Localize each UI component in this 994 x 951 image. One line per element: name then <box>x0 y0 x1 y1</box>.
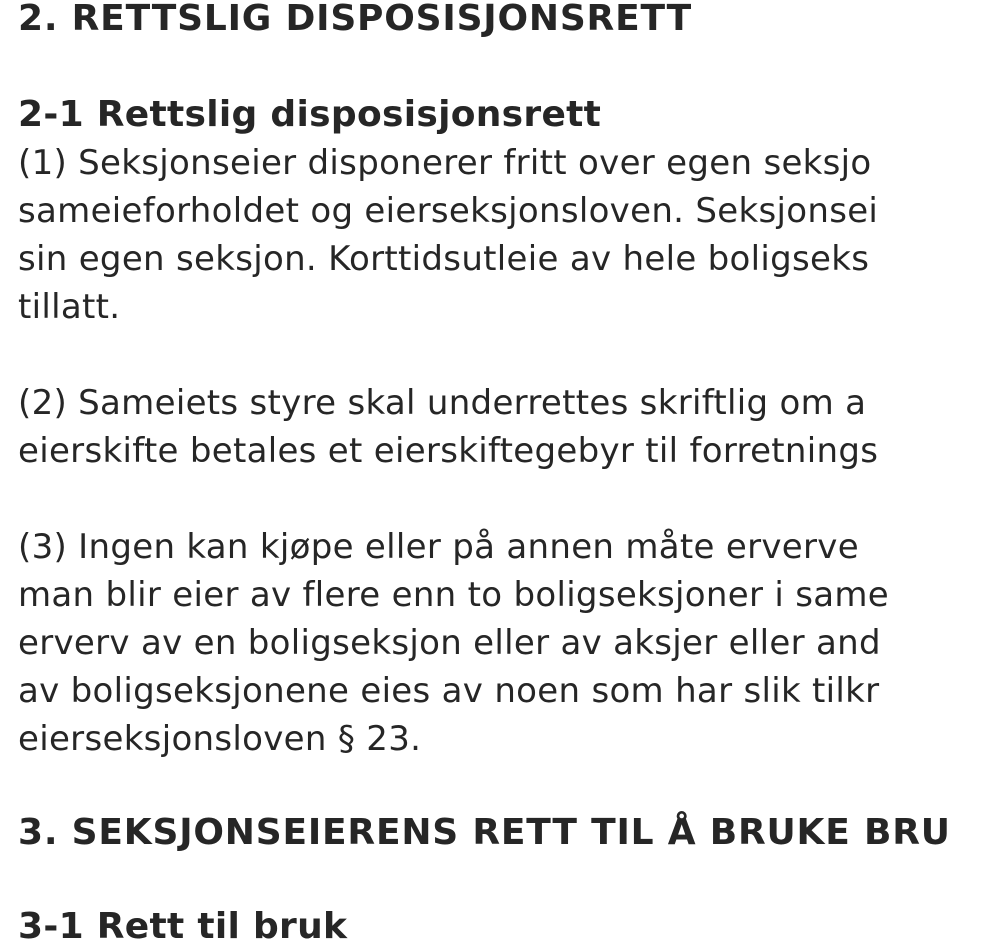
paragraph-3-line-1: (3) Ingen kan kjøpe eller på annen måte erverve <box>18 527 859 567</box>
paragraph-2-line-2: eierskifte betales et eierskiftegebyr til forretnings <box>18 431 879 471</box>
paragraph-1-line-4: tillatt. <box>18 287 121 327</box>
paragraph-3-line-2: man blir eier av flere enn to boligseksjoner i same <box>18 575 889 615</box>
paragraph-3-line-4: av boligseksjonene eies av noen som har slik tilkr <box>18 671 880 711</box>
subsection-heading-3-1: 3-1 Rett til bruk <box>18 906 348 947</box>
section-heading-3: 3. SEKSJONSEIERENS RETT TIL Å BRUKE BRU <box>18 812 951 853</box>
paragraph-1-line-1: (1) Seksjonseier disponerer fritt over egen seksjo <box>18 143 872 183</box>
paragraph-2-line-1: (2) Sameiets styre skal underrettes skriftlig om a <box>18 383 867 423</box>
paragraph-1-line-2: sameieforholdet og eierseksjonsloven. Seksjonsei <box>18 191 879 231</box>
paragraph-1-line-3: sin egen seksjon. Korttidsutleie av hele boligseks <box>18 239 870 279</box>
section-heading-2: 2. RETTSLIG DISPOSISJONSRETT <box>18 0 693 39</box>
paragraph-3-line-3: erverv av en boligseksjon eller av aksjer eller and <box>18 623 881 663</box>
subsection-heading-2-1: 2-1 Rettslig disposisjonsrett <box>18 94 602 135</box>
paragraph-3-line-5: eierseksjonsloven § 23. <box>18 719 422 759</box>
